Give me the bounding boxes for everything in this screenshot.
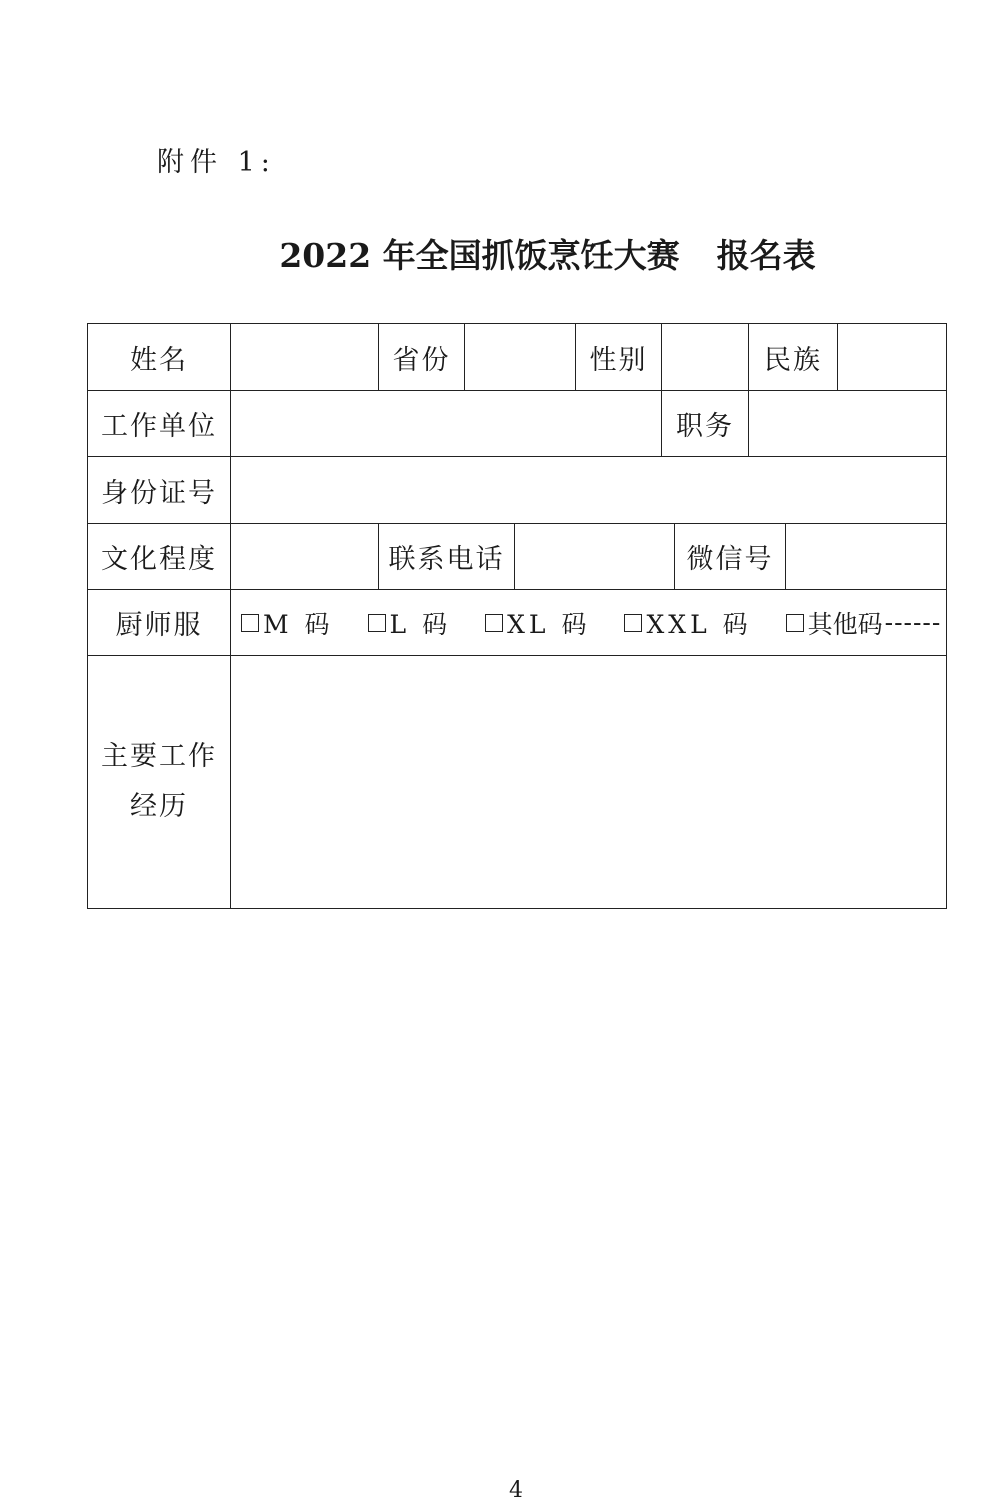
province-field[interactable] [465,324,575,390]
other-size-blank[interactable]: ------ [884,608,942,637]
checkbox-icon[interactable] [485,614,503,632]
workplace-field[interactable] [231,391,661,456]
uniform-option-other[interactable] [786,605,942,641]
uniform-option-xl[interactable] [485,605,590,641]
title-main: 年全国抓饭烹饪大赛 [382,236,680,275]
uniform-option-label: M 码 [263,609,334,639]
province-label: 省份 [392,344,451,376]
registration-form [87,323,947,909]
gender-label: 性别 [589,344,648,376]
title-year: 2022 [279,236,372,275]
workplace-label: 工作单位 [101,411,217,442]
phone-label: 联系电话 [388,544,505,575]
experience-field[interactable] [231,656,946,908]
uniform-option-l[interactable] [368,605,452,641]
id-number-field[interactable] [231,457,946,523]
title-suffix: 报名表 [716,236,816,275]
uniform-option-m[interactable] [241,605,334,641]
experience-label-line1: 主要工作 [101,741,217,772]
uniform-option-label: 其他码 [807,609,883,639]
uniform-options [231,590,946,655]
ethnicity-field[interactable] [838,324,946,390]
checkbox-icon[interactable] [786,614,804,632]
wechat-label: 微信号 [686,544,774,575]
page-title [0,230,1000,277]
name-label: 姓名 [130,344,188,376]
experience-label-line2: 经历 [130,791,188,822]
position-field[interactable] [749,391,946,456]
checkbox-icon[interactable] [624,614,642,632]
page-number: 4 [509,1478,523,1503]
id-number-label: 身份证号 [101,477,217,509]
education-label: 文化程度 [101,544,217,575]
name-field[interactable] [231,324,378,390]
uniform-option-xxl[interactable] [624,605,751,641]
wechat-field[interactable] [786,524,946,589]
experience-label [88,656,230,908]
gender-field[interactable] [662,324,748,390]
uniform-option-label: XXL 码 [646,609,752,639]
uniform-option-label: XL 码 [507,609,591,639]
checkbox-icon[interactable] [368,614,386,632]
ethnicity-label: 民族 [764,344,822,376]
attachment-label: 附件 1: [157,147,276,178]
uniform-option-label: L 码 [389,609,452,639]
uniform-label: 厨师服 [115,610,203,641]
checkbox-icon[interactable] [241,614,259,632]
phone-field[interactable] [515,524,674,589]
position-label: 职务 [676,411,734,442]
education-field[interactable] [231,524,378,589]
